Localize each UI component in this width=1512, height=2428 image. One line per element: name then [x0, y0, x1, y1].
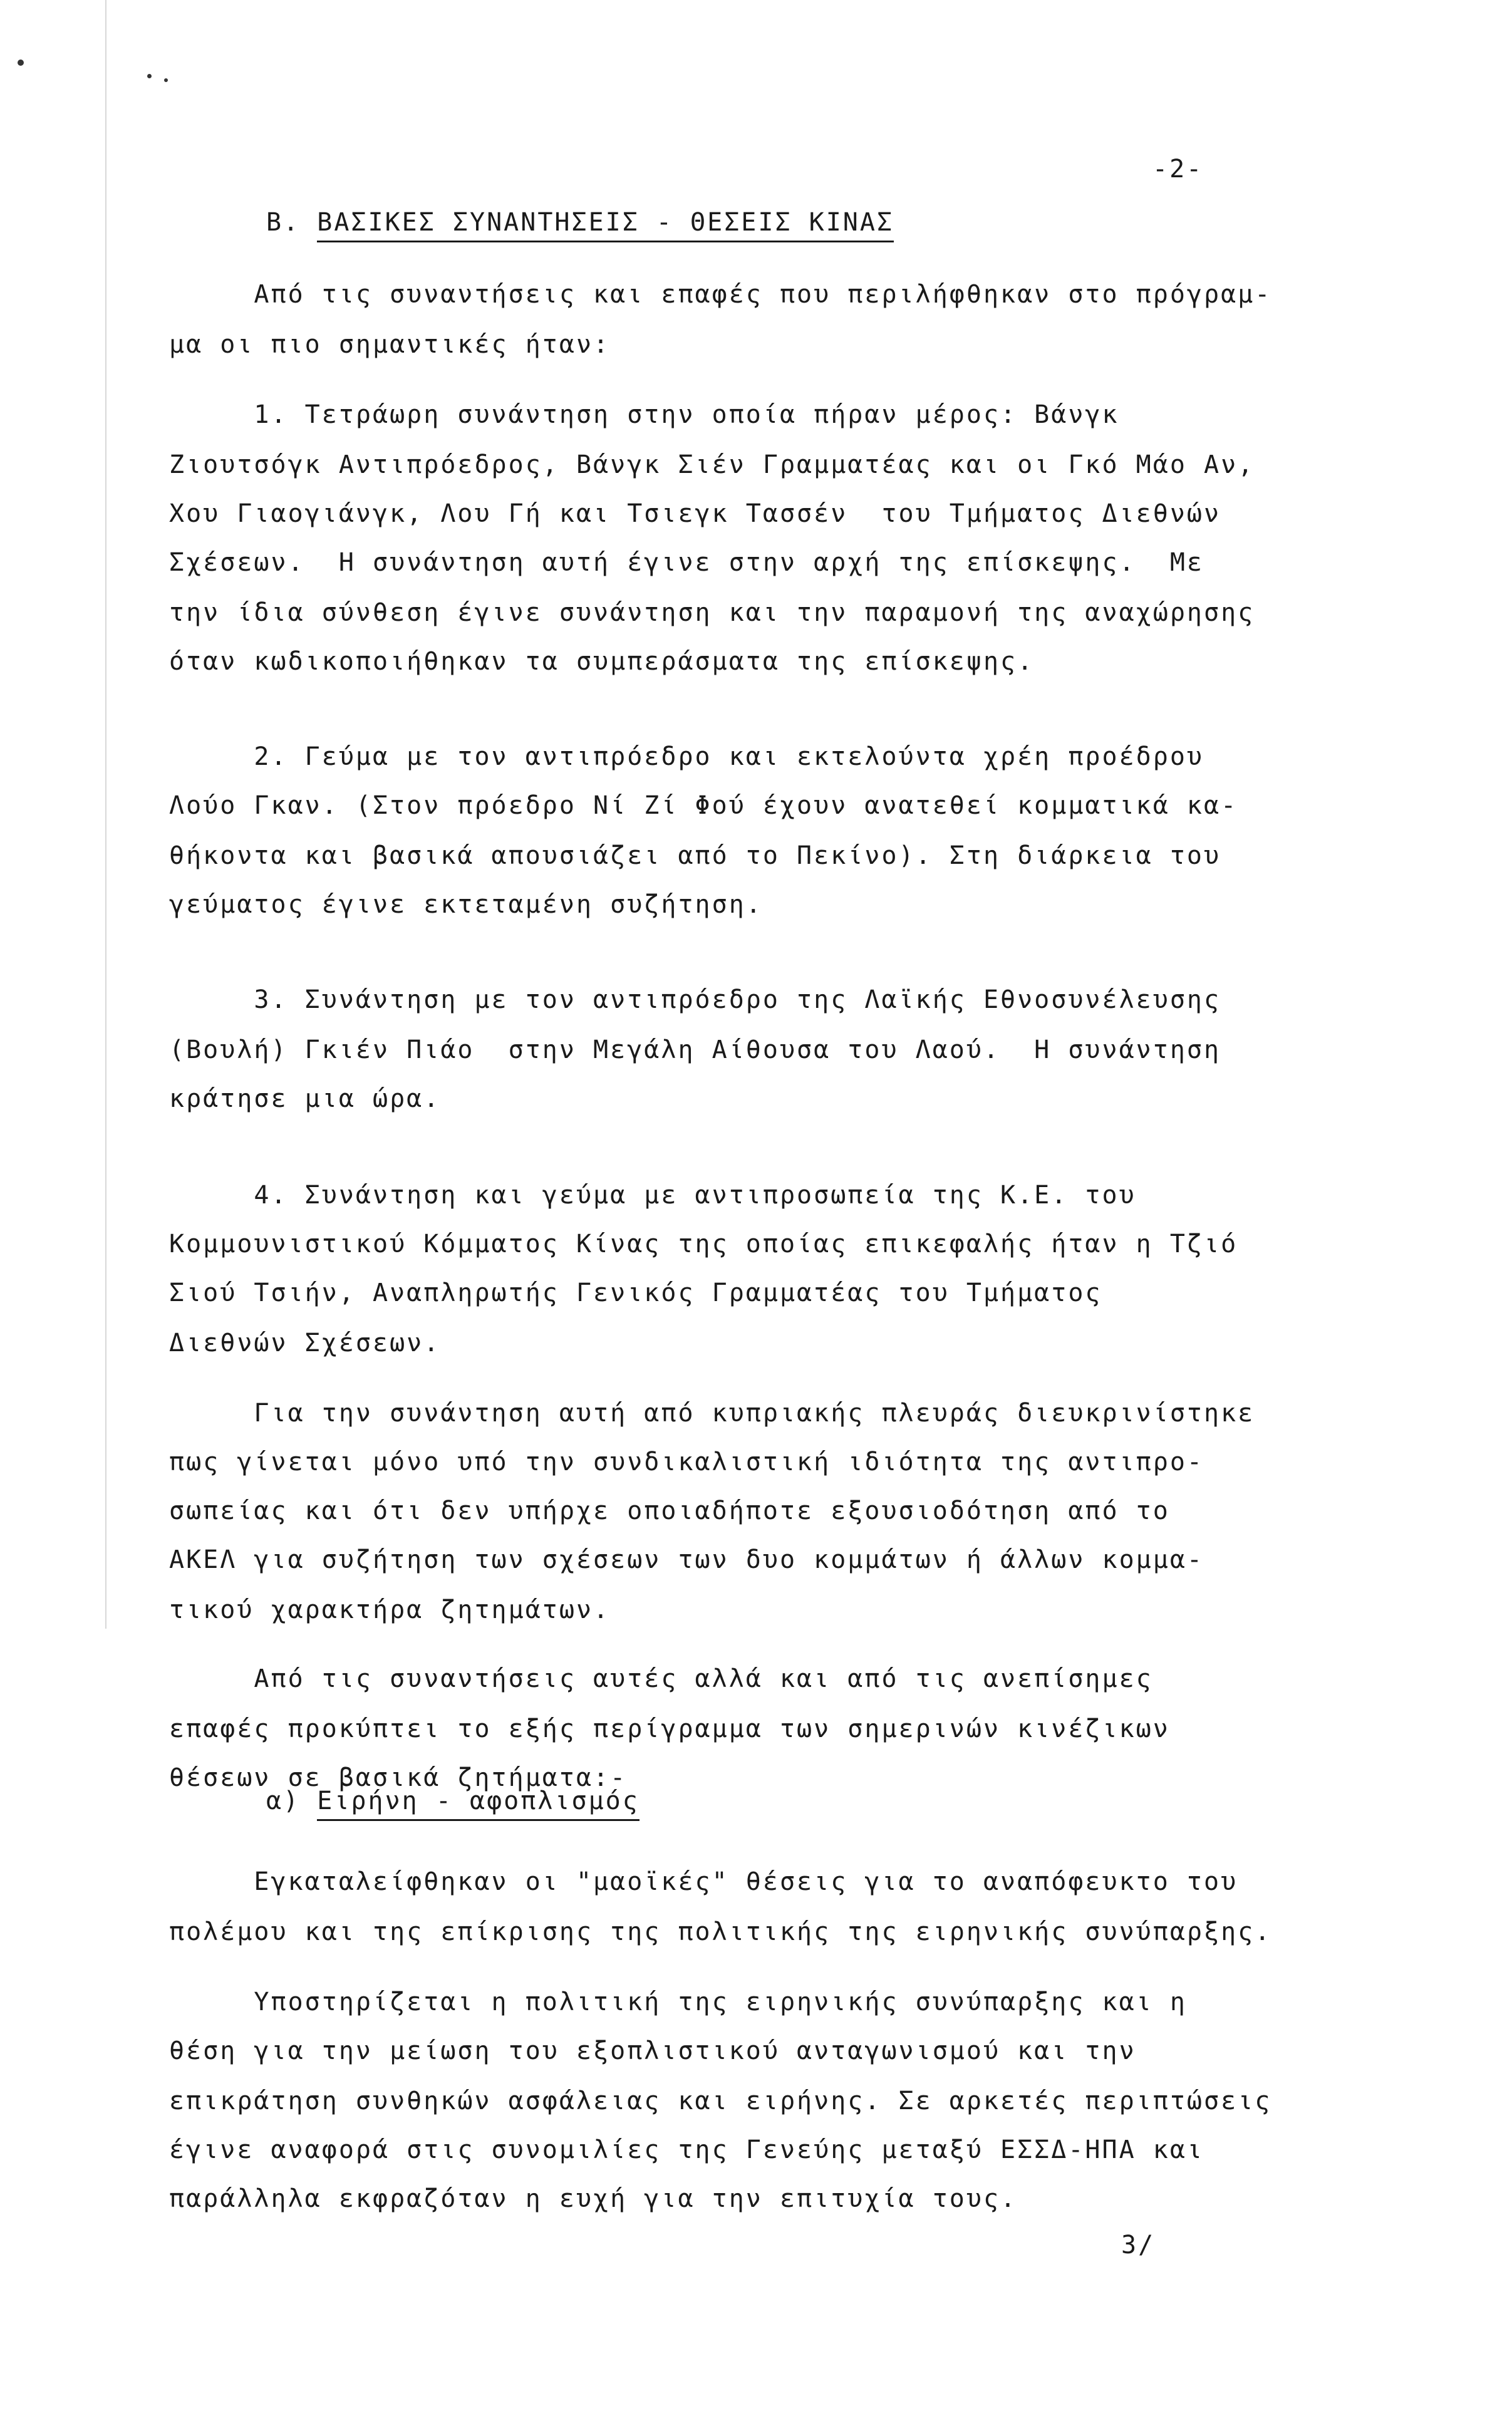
- text-line: την ίδια σύνθεση έγινε συνάντηση και την παραμονή της αναχώρησης: [169, 598, 1255, 627]
- text-line: θέσεων σε βασικά ζητήματα:-: [169, 1763, 628, 1792]
- sub-heading-title: Ειρήνη - αφοπλισμός: [317, 1787, 639, 1821]
- section-heading-prefix: Β.: [266, 208, 318, 237]
- sub-heading-prefix: α): [266, 1787, 318, 1815]
- text-line: μα οι πιο σημαντικές ήταν:: [169, 330, 611, 359]
- page-margin-shadow: [105, 0, 106, 1629]
- section-heading-title: ΒΑΣΙΚΕΣ ΣΥΝΑΝΤΗΣΕΙΣ - ΘΕΣΕΙΣ ΚΙΝΑΣ: [317, 208, 894, 242]
- text-line: πολέμου και της επίκρισης της πολιτικής της ειρηνικής συνύπαρξης.: [169, 1917, 1272, 1946]
- text-line: όταν κωδικοποιήθηκαν τα συμπεράσματα της επίσκεψης.: [169, 647, 1035, 676]
- page-number: -2-: [1152, 155, 1204, 184]
- text-line: ΑΚΕΛ για συζήτηση των σχέσεων των δυο κομμάτων ή άλλων κομμα-: [169, 1545, 1204, 1574]
- text-line: 1. Τετράωρη συνάντηση στην οποία πήραν μέρος: Βάνγκ: [169, 400, 1119, 429]
- text-line: 3. Συνάντηση με τον αντιπρόεδρο της Λαϊκής Εθνοσυνέλευσης: [169, 985, 1221, 1014]
- text-line: κράτησε μια ώρα.: [169, 1084, 441, 1113]
- continuation-marker: 3/: [1121, 2231, 1156, 2259]
- text-line: Για την συνάντηση αυτή από κυπριακής πλευράς διευκρινίστηκε: [169, 1399, 1255, 1428]
- text-line: έγινε αναφορά στις συνομιλίες της Γενεύης μεταξύ ΕΣΣΔ-ΗΠΑ και: [169, 2135, 1204, 2164]
- text-line: τικού χαρακτήρα ζητημάτων.: [169, 1595, 611, 1624]
- text-line: θήκοντα και βασικά απουσιάζει από το Πεκίνο). Στη διάρκεια του: [169, 841, 1221, 870]
- text-line: θέση για την μείωση του εξοπλιστικού ανταγωνισμού και την: [169, 2036, 1136, 2065]
- scan-speck: [164, 78, 168, 82]
- text-line: Ζιουτσόγκ Αντιπρόεδρος, Βάνγκ Σιέν Γραμματέας και οι Γκό Μάο Αν,: [169, 450, 1255, 479]
- text-line: Σιού Τσιήν, Αναπληρωτής Γενικός Γραμματέας του Τμήματος: [169, 1279, 1102, 1307]
- text-line: Από τις συναντήσεις αυτές αλλά και από τις ανεπίσημες: [169, 1664, 1153, 1693]
- text-line: παράλληλα εκφραζόταν η ευχή για την επιτυχία τους.: [169, 2184, 1018, 2213]
- text-line: γεύματος έγινε εκτεταμένη συζήτηση.: [169, 890, 763, 919]
- text-line: πως γίνεται μόνο υπό την συνδικαλιστική ιδιότητα της αντιπρο-: [169, 1448, 1204, 1476]
- text-line: Υποστηρίζεται η πολιτική της ειρηνικής συνύπαρξης και η: [169, 1988, 1187, 2016]
- text-line: Από τις συναντήσεις και επαφές που περιλήφθηκαν στο πρόγραμ-: [169, 280, 1272, 309]
- scan-speck: [18, 60, 24, 66]
- text-line: σωπείας και ότι δεν υπήρχε οποιαδήποτε εξουσιοδότηση από το: [169, 1497, 1170, 1525]
- text-line: Λούο Γκαν. (Στον πρόεδρο Νί Ζί Φού έχουν ανατεθεί κομματικά κα-: [169, 791, 1238, 820]
- text-line: Εγκαταλείφθηκαν οι "μαοϊκές" θέσεις για το αναπόφευκτο του: [169, 1867, 1238, 1896]
- text-line: Κομμουνιστικού Κόμματος Κίνας της οποίας επικεφαλής ήταν η Τζιό: [169, 1230, 1238, 1258]
- scan-speck: [147, 74, 152, 78]
- sub-heading: [266, 1788, 639, 1813]
- text-line: 4. Συνάντηση και γεύμα με αντιπροσωπεία της Κ.Ε. του: [169, 1181, 1136, 1210]
- section-heading: [266, 210, 894, 235]
- text-line: 2. Γεύμα με τον αντιπρόεδρο και εκτελούντα χρέη προέδρου: [169, 742, 1204, 771]
- text-line: Χου Γιαογιάνγκ, Λου Γή και Τσιεγκ Τασσέν του Τμήματος Διεθνών: [169, 499, 1221, 528]
- text-line: (Βουλή) Γκιέν Πιάο στην Μεγάλη Αίθουσα του Λαού. Η συνάντηση: [169, 1035, 1221, 1064]
- text-line: επικράτηση συνθηκών ασφάλειας και ειρήνης. Σε αρκετές περιπτώσεις: [169, 2087, 1272, 2115]
- text-line: Σχέσεων. Η συνάντηση αυτή έγινε στην αρχή της επίσκεψης. Με: [169, 548, 1204, 577]
- text-line: Διεθνών Σχέσεων.: [169, 1329, 441, 1357]
- text-line: επαφές προκύπτει το εξής περίγραμμα των σημερινών κινέζικων: [169, 1715, 1170, 1743]
